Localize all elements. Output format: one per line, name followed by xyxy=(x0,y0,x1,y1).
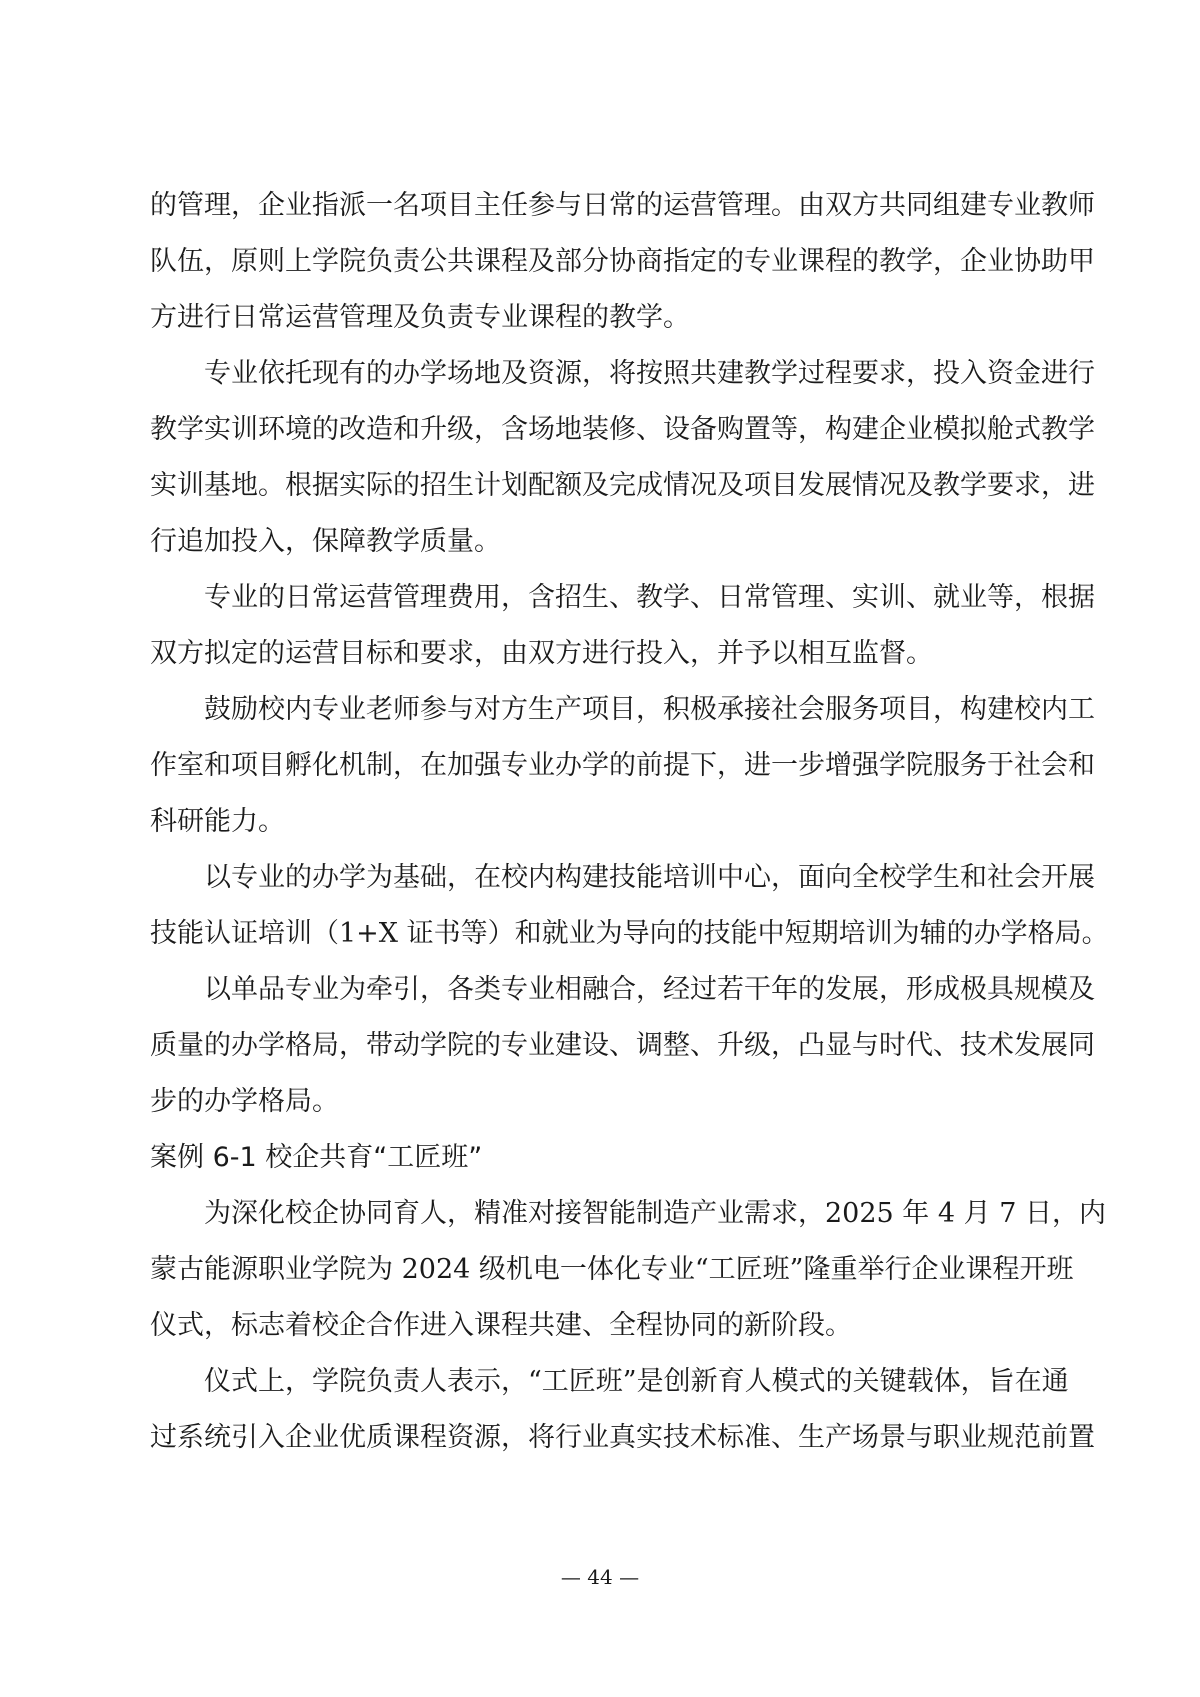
text-line: 过系统引入企业优质课程资源，将行业真实技术标准、生产场景与职业规范前置 xyxy=(150,1422,1095,1453)
text-line: 仪式，标志着校企合作进入课程共建、全程协同的新阶段。 xyxy=(150,1310,852,1341)
text-line: 实训基地。根据实际的招生计划配额及完成情况及项目发展情况及教学要求，进 xyxy=(150,470,1095,501)
text-line: 专业依托现有的办学场地及资源，将按照共建教学过程要求，投入资金进行 xyxy=(204,358,1095,389)
text-line: 双方拟定的运营目标和要求，由双方进行投入，并予以相互监督。 xyxy=(150,638,933,669)
paragraph xyxy=(150,346,1095,570)
paragraph xyxy=(150,178,1095,346)
page-number: — 44 — xyxy=(560,1565,640,1589)
text-line: 蒙古能源职业学院为 2024 级机电一体化专业“工匠班”隆重举行企业课程开班 xyxy=(150,1254,1074,1285)
text-line: 科研能力。 xyxy=(150,806,285,837)
text-line: 以单品专业为牵引，各类专业相融合，经过若干年的发展，形成极具规模及 xyxy=(204,974,1095,1005)
text-line: 为深化校企协同育人，精准对接智能制造产业需求，2025 年 4 月 7 日，内 xyxy=(204,1198,1106,1229)
text-line: 的管理，企业指派一名项目主任参与日常的运营管理。由双方共同组建专业教师 xyxy=(150,190,1095,221)
text-line: 作室和项目孵化机制，在加强专业办学的前提下，进一步增强学院服务于社会和 xyxy=(150,750,1095,781)
text-line: 步的办学格局。 xyxy=(150,1086,339,1117)
paragraph xyxy=(150,962,1095,1130)
paragraph xyxy=(150,1186,1106,1354)
text-line: 专业的日常运营管理费用，含招生、教学、日常管理、实训、就业等，根据 xyxy=(204,582,1095,613)
text-line: 行追加投入，保障教学质量。 xyxy=(150,526,501,557)
text-line: 队伍，原则上学院负责公共课程及部分协商指定的专业课程的教学，企业协助甲 xyxy=(150,246,1095,277)
text-line: 仪式上，学院负责人表示，“工匠班”是创新育人模式的关键载体，旨在通 xyxy=(204,1366,1069,1397)
text-line: 教学实训环境的改造和升级，含场地装修、设备购置等，构建企业模拟舱式教学 xyxy=(150,414,1095,445)
document-body xyxy=(150,178,1109,1466)
case-heading: 案例 6-1 校企共育“工匠班” xyxy=(150,1142,483,1173)
text-line: 质量的办学格局，带动学院的专业建设、调整、升级，凸显与时代、技术发展同 xyxy=(150,1030,1095,1061)
text-line: 技能认证培训（1+X 证书等）和就业为导向的技能中短期培训为辅的办学格局。 xyxy=(150,918,1109,949)
text-line: 以专业的办学为基础，在校内构建技能培训中心，面向全校学生和社会开展 xyxy=(204,862,1095,893)
paragraph xyxy=(150,570,1095,682)
text-line: 鼓励校内专业老师参与对方生产项目，积极承接社会服务项目，构建校内工 xyxy=(204,694,1095,725)
paragraph xyxy=(150,1354,1095,1466)
paragraph xyxy=(150,850,1109,962)
text-line: 方进行日常运营管理及负责专业课程的教学。 xyxy=(150,302,690,333)
paragraph xyxy=(150,682,1095,850)
